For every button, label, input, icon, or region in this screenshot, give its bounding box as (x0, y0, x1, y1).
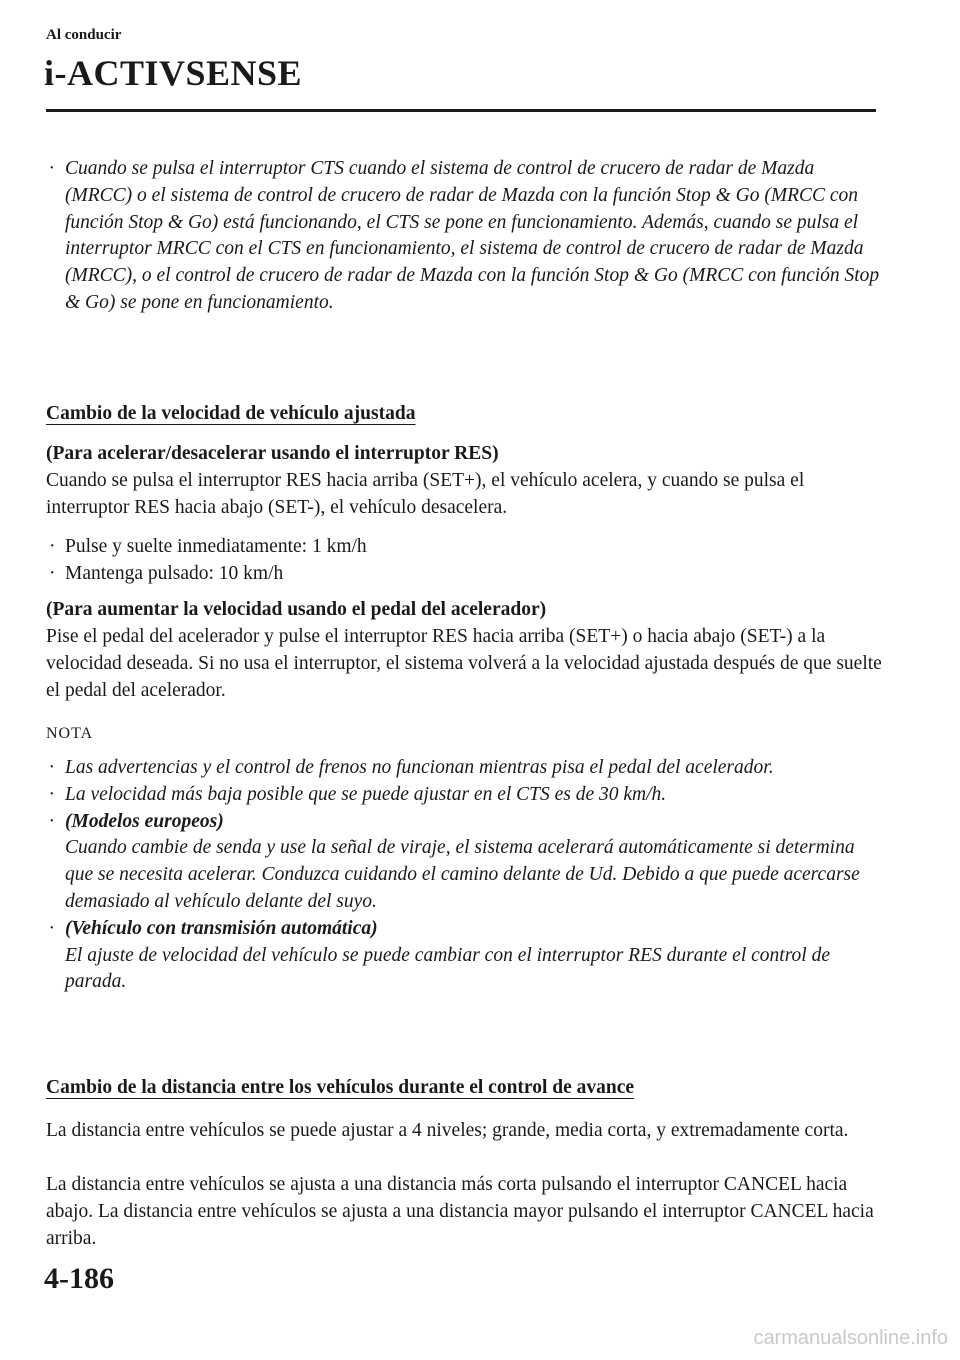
header-divider (46, 109, 876, 112)
nota-item-text: La velocidad más baja posible que se puede ajustar en el CTS es de 30 km/h. (65, 783, 667, 805)
speed-para2: Pise el pedal del acelerador y pulse el interruptor RES hacia arriba (SET+) o hacia abajo (SET-) a la velocidad deseada. Si no usa el interruptor, el sistema volverá a la velocidad ajustada después de que suelte el pedal del acelerador. (46, 626, 882, 701)
list-item (46, 755, 886, 782)
speed-para1: Cuando se pulsa el interruptor RES hacia arriba (SET+), el vehículo acelera, y cuando se pulsa el interruptor RES hacia abajo (SET-), el vehículo desacelera. (46, 470, 805, 518)
intro-bullet (46, 156, 886, 317)
nota-item-title: (Vehículo con transmisión automática) (65, 917, 378, 939)
distance-heading-block (46, 1075, 886, 1102)
bullet-dot-icon: · (49, 810, 54, 832)
bullet-dot-icon: · (49, 536, 56, 557)
nota-item-text: Cuando cambie de senda y use la señal de viraje, el sistema acelerará automáticamente si determina que se necesita acelerar. Conduzca cuidando el camino delante de Ud. Debido a que puede acercarse demasiado al vehículo delante del suyo. (65, 837, 860, 912)
nota-item-title: (Modelos europeos) (65, 810, 224, 832)
bullet-dot-icon: · (49, 757, 54, 778)
list-item (46, 561, 886, 588)
bullet-dot-icon: · (49, 158, 54, 179)
intro-note (46, 156, 886, 317)
nota-item-text: El ajuste de velocidad del vehículo se puede cambiar con el interruptor RES durante el control de parada. (65, 944, 831, 993)
bullet-dot-icon: · (49, 562, 56, 584)
nota-list (46, 755, 886, 996)
list-item (46, 809, 886, 916)
nota-item-text: Las advertencias y el control de frenos no funcionan mientras pisa el pedal del acelerador. (65, 757, 774, 778)
speed-sub1: (Para acelerar/desacelerar usando el interruptor RES) (46, 443, 499, 464)
page-number: 4-186 (44, 1262, 114, 1295)
bullet-dot-icon: · (49, 917, 54, 939)
bullet-dot-icon: · (49, 783, 54, 805)
speed-bullet-list (46, 534, 886, 588)
nota-label: NOTA (46, 725, 94, 742)
chapter-label: Al conducir (46, 27, 122, 43)
list-item (46, 916, 886, 996)
speed-heading-block (46, 401, 886, 428)
list-item (46, 534, 886, 561)
list-item (46, 782, 886, 809)
section-title: i-ACTIVSENSE (44, 53, 303, 93)
speed-sub2: (Para aumentar la velocidad usando el pedal del acelerador) (46, 599, 547, 620)
speed-heading: Cambio de la velocidad de vehículo ajustada (46, 403, 416, 424)
intro-bullet-text: Cuando se pulsa el interruptor CTS cuando el sistema de control de crucero de radar de Mazda (MRCC) o el sistema de control de crucero de radar de Mazda con la función Stop & Go (MRCC con función Stop & Go) está funcionando, el CTS se pone en funcionamiento. Además, cuando se pulsa el interruptor MRCC con el CTS en funcionamiento, el sistema de control de crucero de radar de Mazda (MRCC), o el control de crucero de radar de Mazda con la función Stop & Go (MRCC con función Stop & Go) se pone en funcionamiento. (65, 158, 880, 313)
watermark: carmanualsonline.info (753, 1327, 948, 1349)
list-item-text: Mantenga pulsado: 10 km/h (65, 562, 284, 584)
distance-para2: La distancia entre vehículos se ajusta a una distancia más corta pulsando el interruptor CANCEL hacia abajo. La distancia entre vehículos se ajusta a una distancia mayor pulsando el interruptor CANCEL hacia arriba. (46, 1174, 874, 1249)
list-item-text: Pulse y suelte inmediatamente: 1 km/h (65, 536, 367, 557)
distance-heading: Cambio de la distancia entre los vehículos durante el control de avance (46, 1077, 635, 1098)
distance-para1: La distancia entre vehículos se puede ajustar a 4 niveles; grande, media corta, y extremadamente corta. (46, 1120, 849, 1141)
